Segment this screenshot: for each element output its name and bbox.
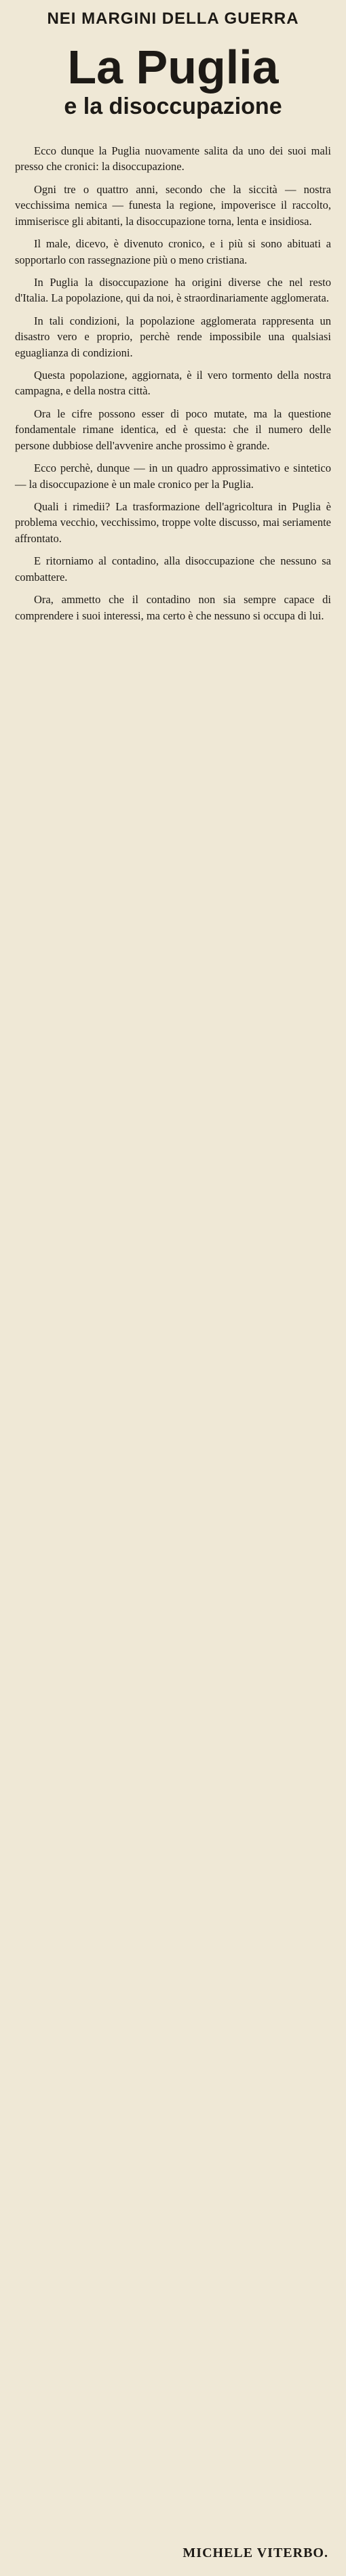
article-subhead: e la disoccupazione bbox=[64, 94, 282, 119]
article-paragraph: Ora, ammetto che il contadino non sia sempre capace di comprendere i suoi interessi, ma certo è che nessuno si occupa di lui. bbox=[15, 593, 331, 622]
article-paragraph: In Puglia la disoccupazione ha origini diverse che nel resto d'Italia. La popolazione, qui da noi, è straordinariamente agglomerata. bbox=[15, 275, 331, 305]
article-paragraph: Ecco perchè, dunque — in un quadro approssimativo e sintetico — la disoccupazione è un male cronico per la Puglia. bbox=[15, 462, 331, 491]
author-byline: MICHELE VITERBO. bbox=[182, 2546, 328, 2560]
section-kicker: NEI MARGINI DELLA GUERRA bbox=[47, 9, 299, 28]
article-paragraph: In tali condizioni, la popolazione agglomerata rappresenta un disastro vero e proprio, perchè rende impossibile una qualsiasi eguaglianza di condizioni. bbox=[15, 314, 331, 359]
article-paragraph: Questa popolazione, aggiornata, è il vero tormento della nostra campagna, e della nostra città. bbox=[15, 369, 331, 398]
article-paragraph: E ritorniamo al contadino, alla disoccupazione che nessuno sa combattere. bbox=[15, 554, 331, 584]
article-paragraph: Ecco dunque la Puglia nuovamente salita da uno dei suoi mali presso che cronici: la disoccupazione. bbox=[15, 144, 331, 173]
article-paragraph: Ogni tre o quattro anni, secondo che la siccità — nostra vecchissima nemica — funesta la regione, impoverisce il raccolto, immiserisce gli abitanti, la disoccupazione torna, lenta e insidiosa. bbox=[15, 182, 331, 228]
article-paragraph: Il male, dicevo, è divenuto cronico, e i più si sono abituati a sopportarlo con rassegnazione più o meno cristiana. bbox=[15, 237, 331, 266]
article-paragraph: Quali i rimedii? La trasformazione dell'agricoltura in Puglia è problema vecchio, vecchissimo, troppe volte discusso, mai seriamente affrontato. bbox=[15, 500, 331, 545]
article-headline: La Puglia bbox=[67, 41, 279, 94]
article-paragraph: Ora le cifre possono esser di poco mutate, ma la questione fondamentale rimane identica, ed è questa: che il numero delle persone dubbiose dell'avvenire anche prossimo è grande. bbox=[15, 407, 331, 452]
article-body bbox=[15, 143, 331, 623]
